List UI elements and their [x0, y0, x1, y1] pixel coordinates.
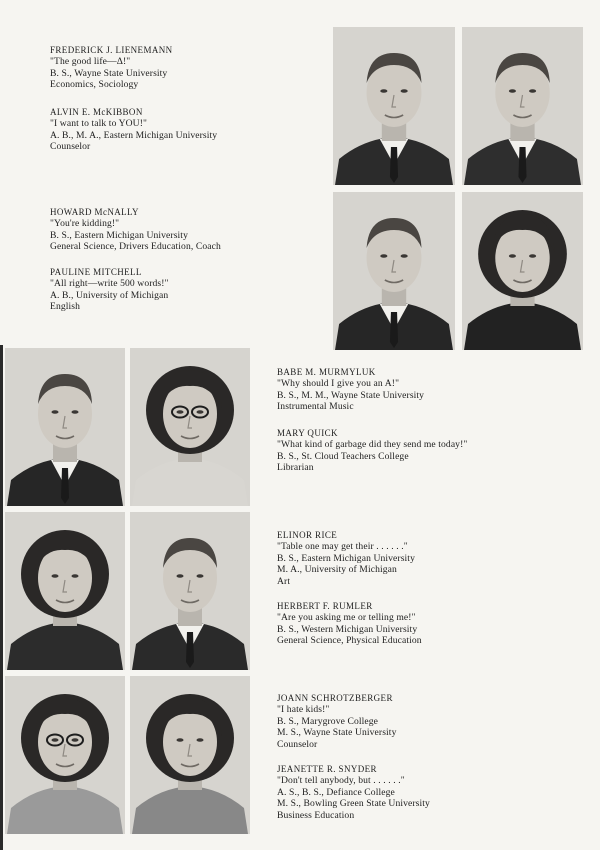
- faculty-name: ELINOR RICE: [277, 530, 338, 540]
- eye-right: [401, 89, 408, 93]
- portrait-drawing: [130, 676, 250, 834]
- faculty-name: JOANN SCHROTZBERGER: [277, 693, 393, 703]
- faculty-degree: M. A., University of Michigan: [277, 564, 397, 576]
- faculty-subject: Instrumental Music: [277, 401, 354, 413]
- bio-mitchell: [50, 267, 169, 313]
- faculty-name: PAULINE MITCHELL: [50, 267, 142, 277]
- eye-left: [509, 254, 516, 258]
- faculty-quote: "Table one may get their . . . . . .": [277, 541, 408, 553]
- faculty-quote: "I hate kids!": [277, 704, 330, 716]
- faculty-subject: Art: [277, 575, 291, 587]
- eye-left: [177, 574, 184, 578]
- faculty-degree: B. S., M. M., Wayne State University: [277, 389, 425, 401]
- portrait-photo: [462, 27, 583, 185]
- portrait-photo: [462, 192, 583, 350]
- faculty-name: ALVIN E. McKIBBON: [50, 107, 143, 117]
- portrait-drawing: [5, 348, 125, 506]
- faculty-quote: "The good life—Δ!": [50, 56, 131, 68]
- faculty-quote: "Are you asking me or telling me!": [277, 612, 416, 624]
- faculty-subject: Counselor: [277, 738, 318, 750]
- faculty-degree: B. S., Eastern Michigan University: [277, 552, 415, 564]
- portrait-photo: [5, 512, 125, 670]
- faculty-subject: Librarian: [277, 462, 314, 474]
- eye-left: [52, 574, 59, 578]
- portrait-drawing: [5, 676, 125, 834]
- faculty-quote: "You're kidding!": [50, 218, 120, 230]
- eye-right: [72, 738, 79, 742]
- bio-rumler: [277, 601, 422, 647]
- eye-right: [72, 410, 79, 414]
- faculty-degree: B. S., Marygrove College: [277, 715, 378, 727]
- necktie: [186, 632, 194, 668]
- bio-murmyluk: [277, 367, 424, 413]
- faculty-subject: Economics, Sociology: [50, 79, 139, 91]
- portrait-drawing: [5, 512, 125, 670]
- faculty-quote: "Don't tell anybody, but . . . . . .": [277, 775, 405, 787]
- eye-right: [529, 89, 536, 93]
- bio-lienemann: [50, 45, 173, 91]
- faculty-quote: "I want to talk to YOU!": [50, 118, 148, 130]
- bio-snyder: [277, 764, 430, 821]
- faculty-subject: General Science, Physical Education: [277, 635, 422, 647]
- portrait-drawing: [333, 192, 455, 350]
- portrait-drawing: [462, 27, 583, 185]
- faculty-quote: "Why should I give you an A!": [277, 378, 400, 390]
- faculty-degree: B. S., Western Michigan University: [277, 623, 418, 635]
- necktie: [390, 147, 398, 183]
- faculty-subject: Counselor: [50, 141, 91, 153]
- faculty-name: FREDERICK J. LIENEMANN: [50, 45, 173, 55]
- portrait-photo: [130, 348, 250, 506]
- faculty-degree: M. S., Bowling Green State University: [277, 798, 430, 810]
- faculty-degree: A. B., M. A., Eastern Michigan University: [50, 129, 218, 141]
- portrait-photo: [5, 348, 125, 506]
- portrait-photo: [130, 512, 250, 670]
- bio-rice: [277, 530, 415, 587]
- eye-left: [177, 410, 184, 414]
- faculty-subject: English: [50, 301, 81, 313]
- faculty-degree: A. B., University of Michigan: [50, 289, 169, 301]
- scan-edge: [0, 345, 3, 850]
- eye-right: [197, 738, 204, 742]
- portrait-photo: [333, 192, 455, 350]
- faculty-quote: "All right—write 500 words!": [50, 278, 169, 290]
- eye-left: [52, 410, 59, 414]
- eye-left: [177, 738, 184, 742]
- portrait-drawing: [130, 348, 250, 506]
- bio-mckibbon: [50, 107, 217, 153]
- bio-quick: [277, 428, 467, 474]
- portrait-photo: [333, 27, 455, 185]
- faculty-degree: M. S., Wayne State University: [277, 727, 397, 739]
- bio-mcnally: [50, 207, 221, 253]
- eye-left: [509, 89, 516, 93]
- necktie: [61, 468, 69, 504]
- portrait-drawing: [462, 192, 583, 350]
- faculty-subject: Business Education: [277, 809, 355, 821]
- eye-left: [380, 254, 387, 258]
- portrait-photo: [5, 676, 125, 834]
- faculty-degree: B. S., Eastern Michigan University: [50, 229, 188, 241]
- portrait-photo: [130, 676, 250, 834]
- eye-right: [197, 574, 204, 578]
- eye-right: [197, 410, 204, 414]
- faculty-subject: General Science, Drivers Education, Coach: [50, 241, 221, 253]
- faculty-degree: A. S., B. S., Defiance College: [277, 786, 395, 798]
- portrait-drawing: [333, 27, 455, 185]
- faculty-degree: B. S., Wayne State University: [50, 67, 168, 79]
- necktie: [518, 147, 526, 183]
- faculty-name: JEANETTE R. SNYDER: [277, 764, 377, 774]
- eye-right: [529, 254, 536, 258]
- necktie: [390, 312, 398, 348]
- eye-right: [72, 574, 79, 578]
- faculty-name: MARY QUICK: [277, 428, 338, 438]
- faculty-name: HERBERT F. RUMLER: [277, 601, 373, 611]
- eye-left: [380, 89, 387, 93]
- eye-right: [401, 254, 408, 258]
- faculty-quote: "What kind of garbage did they send me today!": [277, 439, 468, 451]
- bio-schrotzberger: [277, 693, 396, 750]
- eye-left: [52, 738, 59, 742]
- faculty-degree: B. S., St. Cloud Teachers College: [277, 450, 409, 462]
- faculty-name: HOWARD McNALLY: [50, 207, 139, 217]
- portrait-drawing: [130, 512, 250, 670]
- faculty-name: BABE M. MURMYLUK: [277, 367, 376, 377]
